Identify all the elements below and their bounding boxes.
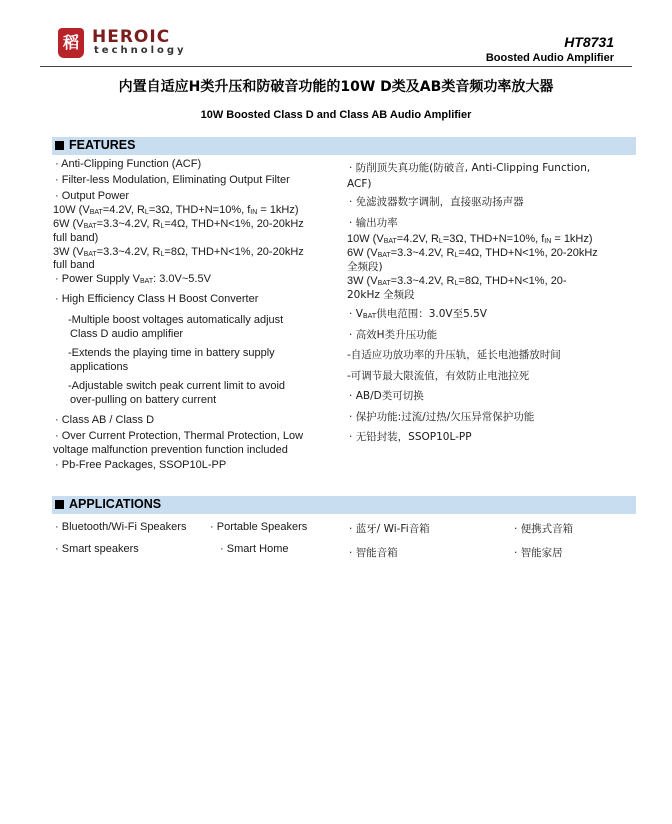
features-heading: FEATURES	[69, 138, 136, 152]
feature-power-3w-cont: full band	[53, 259, 95, 271]
feature-cn-power-10w: 10W ($V_{BAT}=4.2V$, $R_L=3\Omega$, THD+N=10%, $f_{IN} = 1kHz$)	[347, 233, 593, 245]
feature-boost-sub1-cont: Class D audio amplifier	[70, 328, 184, 340]
applications-section-header	[52, 496, 636, 514]
feature-cn-output-power: · 输出功率	[349, 217, 398, 229]
application-item: · Bluetooth/Wi-Fi Speakers	[55, 521, 187, 533]
application-item: · Smart speakers	[55, 543, 139, 555]
feature-cn-protection: · 保护功能:过流/过热/欠压异常保护功能	[349, 411, 535, 423]
company-logo-icon: 稻	[58, 28, 84, 58]
feature-protection-cont: voltage malfunction prevention function included	[53, 444, 288, 456]
application-item-cn: · 蓝牙/ Wi-Fi音箱	[349, 523, 430, 535]
feature-power-6w-cont: full band)	[53, 232, 99, 244]
feature-boost-sub1: -Multiple boost voltages automatically adjust	[68, 314, 284, 326]
features-section-header	[52, 137, 636, 155]
feature-cn-power-3w: 3W ($V_{BAT}=3.3\sim 4.2V$, $R_L=8\Omega$, THD+N<1%, 20-	[347, 275, 567, 287]
company-tagline: technology	[94, 45, 187, 56]
application-item-cn: · 便携式音箱	[514, 523, 574, 535]
feature-filterless: · Filter-less Modulation, Eliminating Output Filter	[55, 174, 290, 186]
feature-cn-power-6w: 6W ($V_{BAT}=3.3\sim 4.2V$, $R_L=4\Omega$, THD+N<1%, 20-20kHz	[347, 247, 598, 259]
feature-output-power: · Output Power	[55, 190, 129, 202]
feature-boost-sub2-cont: applications	[70, 361, 129, 373]
feature-boost-sub2: -Extends the playing time in battery supply	[68, 347, 275, 359]
feature-cn-package: · 无铅封装，SSOP10L-PP	[349, 431, 472, 443]
document-title-en: 10W Boosted Class D and Class AB Audio Amplifier	[200, 109, 472, 121]
company-name: HEROIC	[92, 27, 171, 47]
part-number: HT8731	[564, 34, 614, 50]
feature-cn-boost: · 高效H类升压功能	[349, 329, 438, 341]
document-title-cn: 内置自适应H类升压和防破音功能的10W D类及AB类音频功率放大器	[118, 79, 554, 95]
part-description: Boosted Audio Amplifier	[485, 52, 614, 64]
feature-boost: · High Efficiency Class H Boost Converter	[55, 293, 259, 305]
feature-cn-boost-sub1: -自适应功放功率的升压轨，延长电池播放时间	[347, 349, 561, 361]
feature-cn-power-6w-cont: 全频段)	[347, 261, 383, 273]
feature-cn-class-ab-d: · AB/D类可切换	[349, 390, 424, 402]
feature-cn-boost-sub2: -可调节最大限流值，有效防止电池拉死	[347, 370, 530, 382]
header-divider	[40, 66, 632, 67]
feature-cn-acf-cont: ACF)	[347, 178, 372, 190]
feature-acf: · Anti-Clipping Function (ACF)	[55, 158, 202, 170]
feature-protection: · Over Current Protection, Thermal Protection, Low	[55, 430, 304, 442]
feature-power-10w: 10W ($V_{BAT}=4.2V$, $R_L=3\Omega$, THD+N=10%, $f_{IN} = 1kHz$)	[53, 204, 299, 216]
feature-cn-acf: · 防削顶失真功能(防破音, Anti-Clipping Function,	[349, 162, 591, 174]
square-bullet-icon	[55, 500, 64, 509]
feature-package: · Pb-Free Packages, SSOP10L-PP	[55, 459, 227, 471]
feature-cn-power-supply: · $V_{BAT}$供电范围：3.0V至5.5V	[349, 308, 487, 320]
square-bullet-icon	[55, 141, 64, 150]
feature-class-ab-d: · Class AB / Class D	[55, 414, 155, 426]
feature-power-3w: 3W ($V_{BAT}=3.3\sim 4.2V$, $R_L=8\Omega$, THD+N<1%, 20-20kHz	[53, 246, 304, 258]
application-item: · Portable Speakers	[210, 521, 308, 533]
application-item-cn: · 智能家居	[514, 547, 563, 559]
feature-cn-power-3w-cont: 20kHz 全频段	[347, 289, 415, 301]
application-item-cn: · 智能音箱	[349, 547, 398, 559]
feature-power-6w: 6W ($V_{BAT}=3.3\sim 4.2V$, $R_L=4\Omega$, THD+N<1%, 20-20kHz	[53, 218, 304, 230]
feature-boost-sub3: -Adjustable switch peak current limit to avoid	[68, 380, 286, 392]
feature-cn-filterless: · 免滤波器数字调制，直接驱动扬声器	[349, 196, 524, 208]
applications-heading: APPLICATIONS	[69, 497, 162, 511]
application-item: · Smart Home	[220, 543, 289, 555]
feature-boost-sub3-cont: over-pulling on battery current	[70, 394, 217, 406]
feature-power-supply: · Power Supply $V_{BAT}$: 3.0V~5.5V	[55, 273, 211, 285]
